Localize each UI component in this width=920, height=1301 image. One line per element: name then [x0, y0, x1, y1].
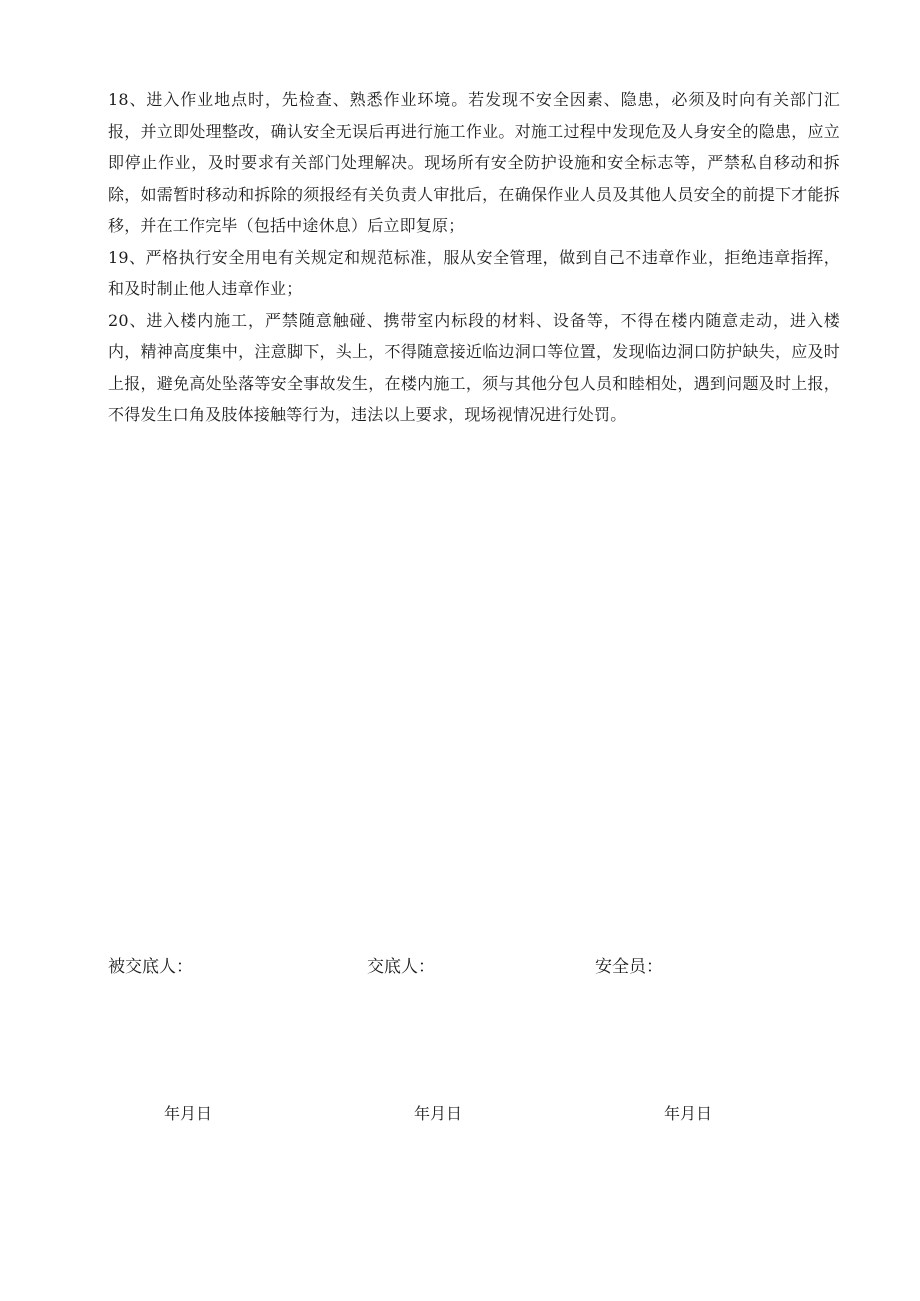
clause-18: 18、进入作业地点时，先检查、熟悉作业环境。若发现不安全因素、隐患，必须及时向有关部门汇报，并立即处理整改，确认安全无误后再进行施工作业。对施工过程中发现危及人身安全的隐患，应立即停止作业，及时要求有关部门处理解决。现场所有安全防护设施和安全标志等，严禁私自移动和拆除，如需暂时移动和拆除的须报经有关负责人审批后，在确保作业人员及其他人员安全的前提下才能拆移，并在工作完毕（包括中途休息）后立即复原；: [108, 90, 840, 235]
safety-officer-date: 年月日: [664, 1104, 713, 1123]
clause-20: 20、进入楼内施工，严禁随意触碰、携带室内标段的材料、设备等，不得在楼内随意走动，进入楼内，精神高度集中，注意脚下，头上，不得随意接近临边洞口等位置，发现临边洞口防护缺失，应及时上报，避免高处坠落等安全事故发生，在楼内施工，须与其他分包人员和睦相处，遇到问题及时上报，不得发生口角及肢体接触等行为，违法以上要求，现场视情况进行处罚。: [108, 310, 840, 424]
presenter-signature-label: 交底人：: [367, 957, 435, 977]
signature-row: [0, 952, 920, 986]
date-row: [0, 1101, 920, 1131]
clause-19: 19、严格执行安全用电有关规定和规范标准，服从安全管理，做到自己不违章作业，拒绝违章指挥，和及时制止他人违章作业；: [108, 247, 840, 298]
presenter-date: 年月日: [414, 1104, 463, 1123]
document-body: [108, 84, 840, 431]
recipient-signature-label: 被交底人：: [108, 957, 193, 977]
safety-officer-signature-label: 安全员：: [595, 957, 663, 977]
recipient-date: 年月日: [164, 1104, 213, 1123]
